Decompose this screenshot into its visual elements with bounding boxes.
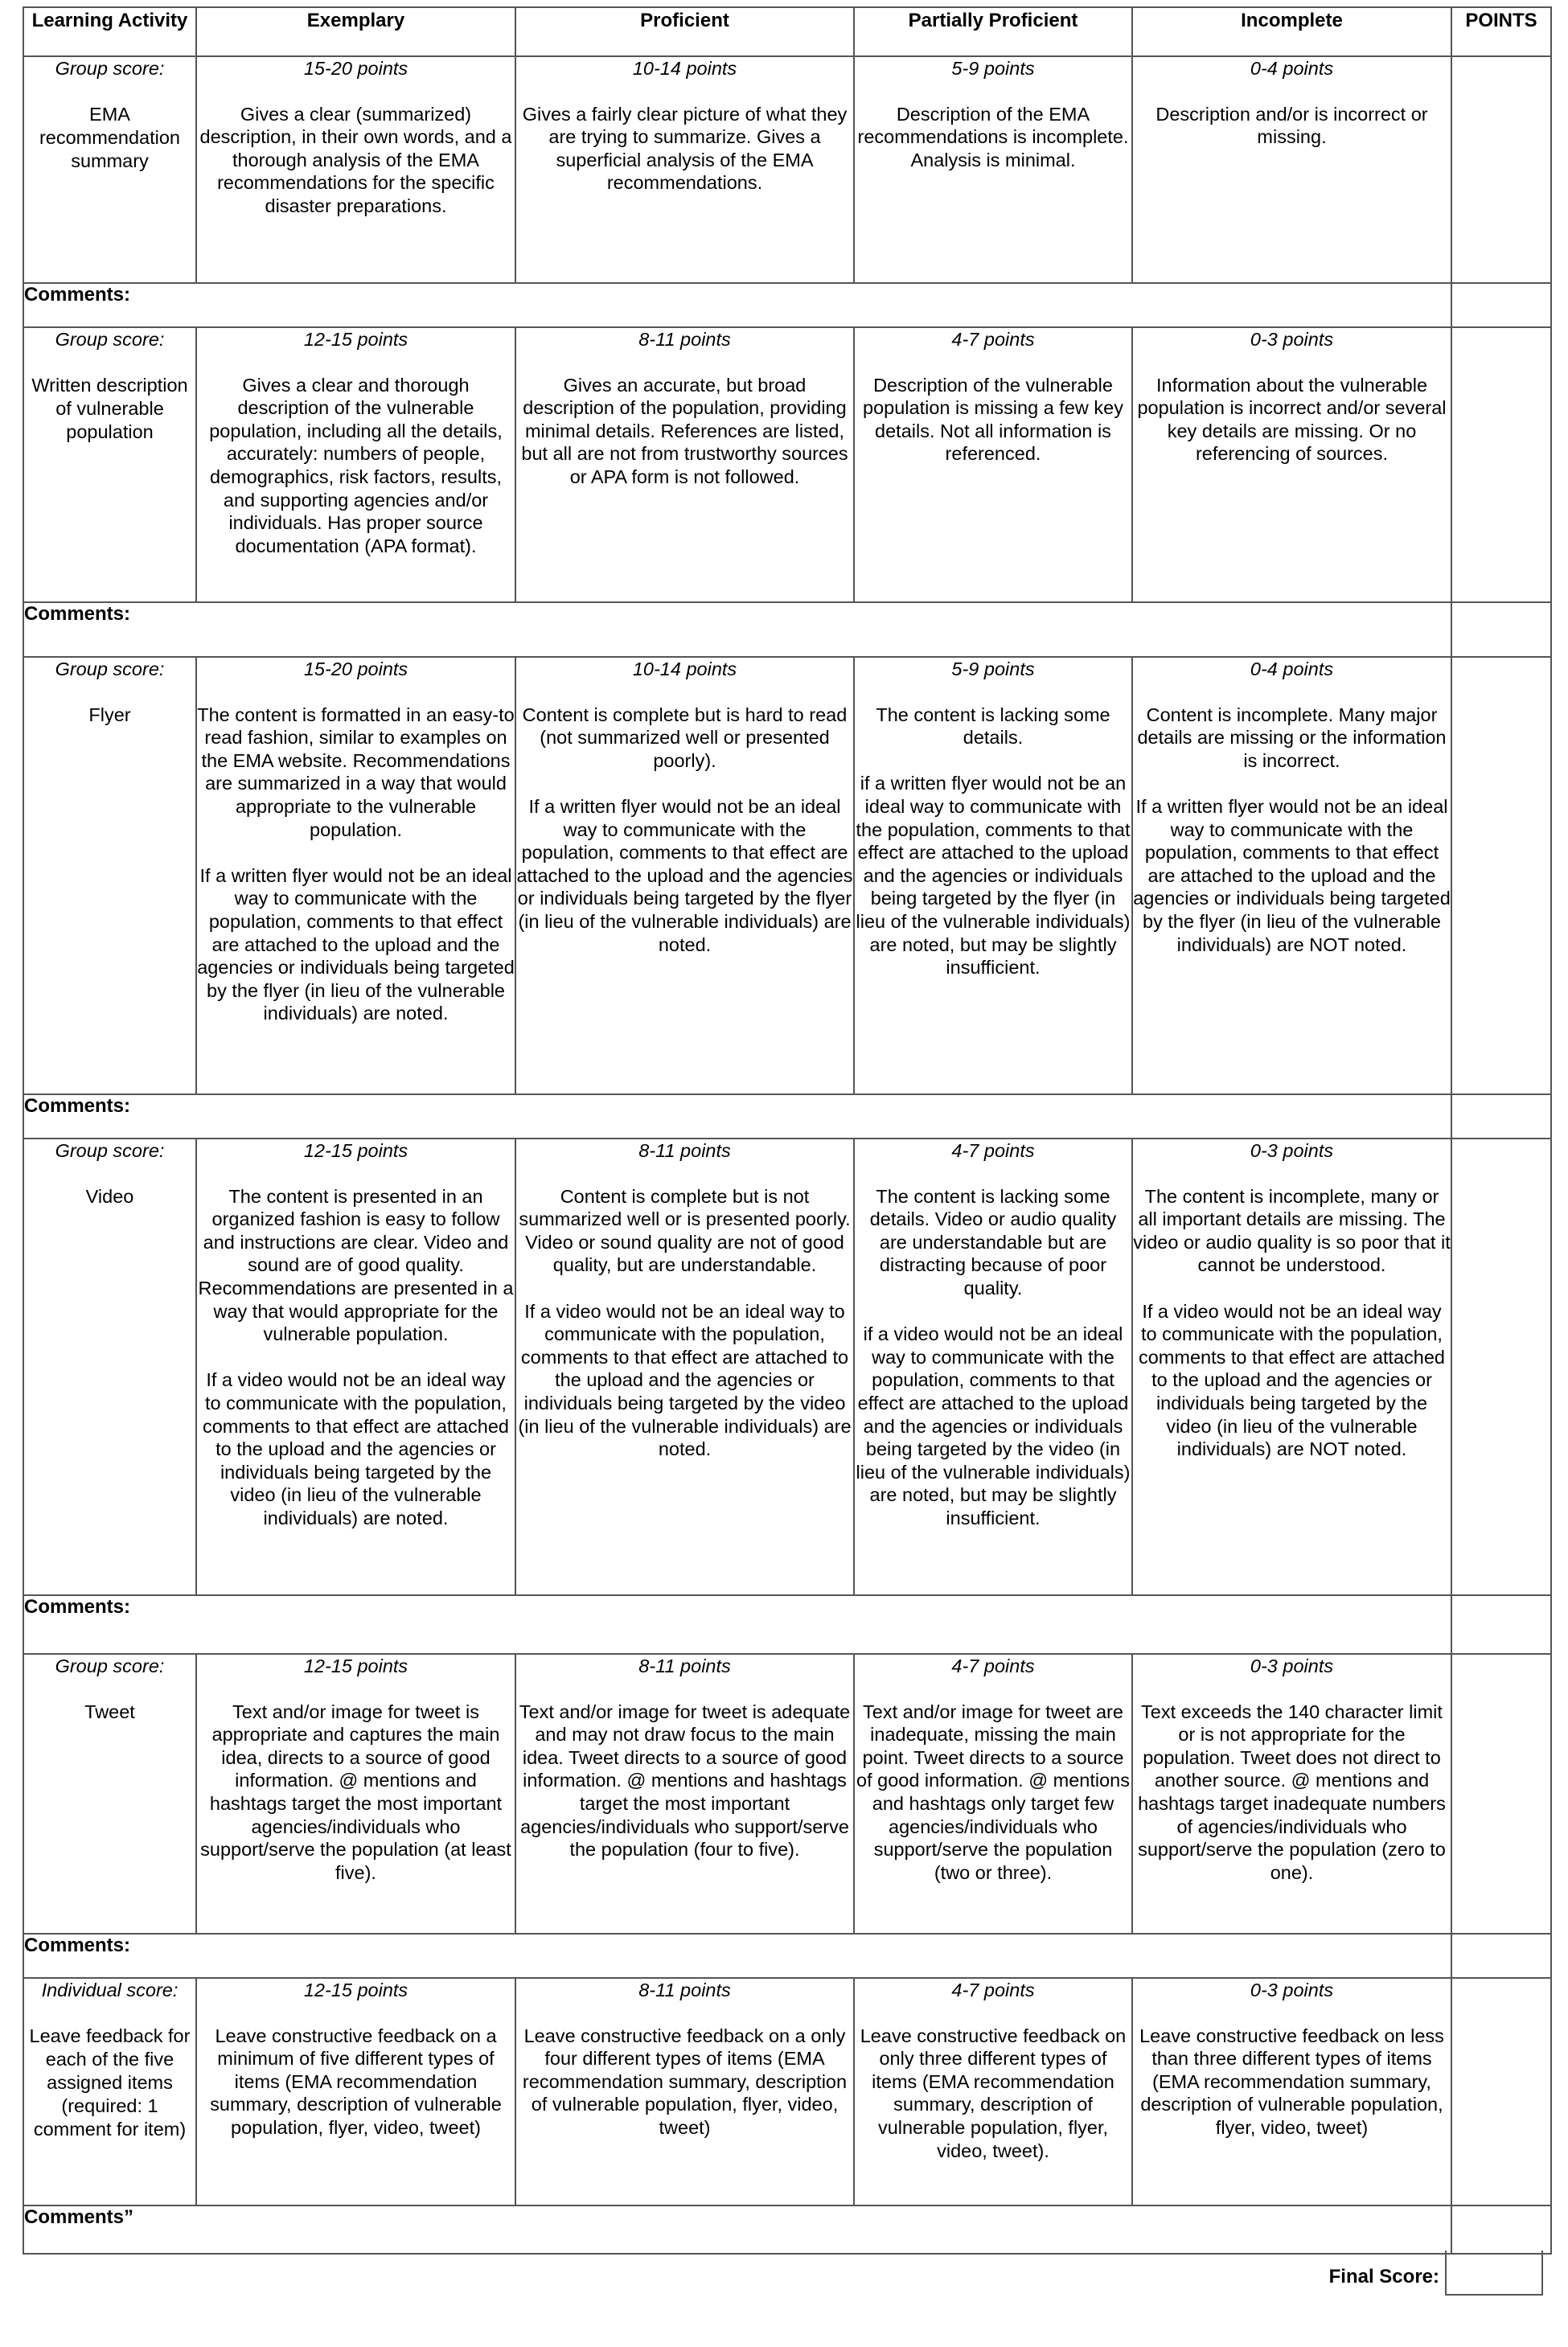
descriptor-text: Gives a clear and thorough description of the vulnerable population, including all the details, accurately: numbers of people, demographics, risk factors, results, and supporting agencies and/or individuals. Has proper source documentation (APA format).: [209, 374, 503, 556]
partially-proficient-cell: [854, 1139, 1132, 1595]
points-range: 5-9 points: [951, 659, 1035, 679]
criterion-label: Video: [85, 1186, 134, 1207]
points-range: 4-7 points: [951, 329, 1035, 350]
descriptor-text: Description and/or is incorrect or missing.: [1155, 103, 1428, 148]
descriptor-text: Leave constructive feedback on less than three different types of items (EMA recommendation summary, description of vulnerable population, flyer, video, tweet): [1139, 2025, 1444, 2138]
points-entry-cell[interactable]: [1451, 56, 1551, 283]
incomplete-cell: [1132, 1139, 1451, 1595]
score-type: Group score:: [55, 1656, 165, 1676]
exemplary-cell: [196, 327, 515, 602]
comments-label: Comments”: [23, 2205, 1451, 2254]
partially-proficient-cell: [854, 657, 1132, 1094]
criterion-cell: [23, 56, 196, 283]
final-score-box[interactable]: [1445, 2251, 1543, 2296]
incomplete-cell: [1132, 657, 1451, 1094]
points-range: 12-15 points: [303, 1980, 408, 2000]
points-range: 12-15 points: [303, 329, 408, 350]
descriptor-text: Gives an accurate, but broad description of the population, providing minimal details. References are listed, but all are not from trustworthy sources or APA form is not followed.: [521, 374, 848, 487]
points-range: 15-20 points: [303, 58, 408, 79]
comments-row: [23, 1934, 1551, 1978]
partially-proficient-cell: [854, 1654, 1132, 1934]
proficient-cell: [515, 657, 854, 1094]
points-entry-cell[interactable]: [1451, 1094, 1551, 1139]
criterion-row-written-description: [23, 327, 1551, 602]
points-entry-cell[interactable]: [1451, 327, 1551, 602]
score-type: Group score:: [55, 329, 165, 350]
points-range: 8-11 points: [638, 1140, 731, 1161]
descriptor-text: The content is formatted in an easy-to read fashion, similar to examples on the EMA website. Recommendations are summarized in a way that would appropriate to the vulnerable population. If a written flyer would not be an ideal way to communicate with the population, comments to that effect are attached to the upload and the agencies or individuals being targeted by the flyer (in lieu of the vulnerable individuals) are noted.: [197, 704, 515, 1024]
points-entry-cell[interactable]: [1451, 1978, 1551, 2205]
descriptor-text: Content is complete but is hard to read (not summarized well or presented poorly). If a written flyer would not be an ideal way to communicate with the population, comments to that effect are attached to the upload and the agencies or individuals being targeted by the flyer (in lieu of the vulnerable individuals) are noted.: [516, 704, 853, 955]
header-proficient: Proficient: [515, 7, 854, 56]
points-entry-cell[interactable]: [1451, 1934, 1551, 1978]
points-entry-cell[interactable]: [1451, 657, 1551, 1094]
comments-label: Comments:: [23, 1934, 1451, 1978]
proficient-cell: [515, 56, 854, 283]
descriptor-text: The content is presented in an organized fashion is easy to follow and instructions are clear. Video and sound are of good quality. Recommendations are presented in a way that would appropriate for the vulnerable population. If a video would not be an ideal way to communicate with the population, comments to that effect are attached to the upload and the agencies or individuals being targeted by the video (in lieu of the vulnerable individuals) are noted.: [198, 1185, 514, 1528]
descriptor-text: The content is lacking some details. Video or audio quality are understandable but are distracting because of poor quality. if a video would not be an ideal way to communicate with the population, comments to that effect are attached to the upload and the agencies or individuals being targeted by the video (in lieu of the vulnerable individuals) are noted, but may be slightly insufficient.: [856, 1185, 1131, 1528]
exemplary-cell: [196, 56, 515, 283]
descriptor-text: Information about the vulnerable population is incorrect and/or several key details are missing. Or no referencing of sources.: [1137, 374, 1447, 465]
points-entry-cell[interactable]: [1451, 1595, 1551, 1654]
points-range: 0-3 points: [1250, 1656, 1334, 1676]
header-row: [23, 7, 1551, 56]
points-range: 0-3 points: [1250, 329, 1334, 350]
points-range: 12-15 points: [303, 1140, 408, 1161]
descriptor-text: The content is lacking some details. if a written flyer would not be an ideal way to communicate with the population, comments to that effect are attached to the upload and the agencies or individuals being targeted by the flyer (in lieu of the vulnerable individuals) are noted, but may be slightly insufficient.: [856, 704, 1131, 979]
partially-proficient-cell: [854, 327, 1132, 602]
proficient-cell: [515, 1654, 854, 1934]
points-range: 4-7 points: [951, 1980, 1035, 2000]
descriptor-text: Content is incomplete. Many major details are missing or the information is incorrect. If a written flyer would not be an ideal way to communicate with the population, comments to that effect are attached to the upload and the agencies or individuals being targeted by the flyer (in lieu of the vulnerable individuals) are NOT noted.: [1133, 704, 1451, 955]
criterion-row-ema-summary: [23, 56, 1551, 283]
rubric-table: [23, 6, 1552, 2255]
criterion-cell: [23, 1978, 196, 2205]
points-range: 10-14 points: [632, 659, 737, 679]
proficient-cell: [515, 1139, 854, 1595]
descriptor-text: The content is incomplete, many or all important details are missing. The video or audio quality is so poor that it cannot be understood. If a video would not be an ideal way to communicate with the population, comments to that effect are attached to the upload and the agencies or individuals being targeted by the video (in lieu of the vulnerable individuals) are NOT noted.: [1133, 1185, 1451, 1460]
partially-proficient-cell: [854, 56, 1132, 283]
descriptor-text: Text and/or image for tweet are inadequate, missing the main point. Tweet directs to a source of good information. @ mentions and hashtags only target few agencies/individuals who support/serve the population (two or three).: [856, 1701, 1130, 1883]
points-range: 5-9 points: [951, 58, 1035, 79]
comments-row: [23, 602, 1551, 657]
criterion-label: Written description of vulnerable population: [31, 375, 188, 442]
proficient-cell: [515, 327, 854, 602]
descriptor-text: Leave constructive feedback on only three different types of items (EMA recommendation summary, description of vulnerable population, flyer, video, tweet).: [860, 2025, 1127, 2161]
criterion-label: Flyer: [88, 704, 131, 725]
descriptor-text: Description of the vulnerable population is missing a few key details. Not all information is referenced.: [863, 374, 1123, 465]
descriptor-text: Text and/or image for tweet is adequate and may not draw focus to the main idea. Tweet directs to a source of good information. @ mentions and hashtags target the most important agencies/individuals who support/serve the population (four to five).: [519, 1701, 851, 1861]
points-range: 0-4 points: [1250, 659, 1334, 679]
exemplary-cell: [196, 1139, 515, 1595]
points-entry-cell[interactable]: [1451, 2205, 1551, 2254]
criterion-label: Leave feedback for each of the five assigned items (required: 1 comment for item): [29, 2025, 191, 2140]
points-range: 0-3 points: [1250, 1980, 1334, 2000]
header-points: POINTS: [1451, 7, 1551, 56]
criterion-cell: [23, 1139, 196, 1595]
comments-row: [23, 2205, 1551, 2254]
descriptor-text: Leave constructive feedback on a minimum of five different types of items (EMA recommendation summary, description of vulnerable population, flyer, video, tweet): [210, 2025, 502, 2138]
header-exemplary: Exemplary: [196, 7, 515, 56]
incomplete-cell: [1132, 327, 1451, 602]
descriptor-text: Gives a fairly clear picture of what they are trying to summarize. Gives a superficial analysis of the EMA recommendations.: [522, 103, 848, 194]
points-range: 8-11 points: [638, 1656, 731, 1676]
comments-label: Comments:: [23, 1595, 1451, 1654]
descriptor-text: Leave constructive feedback on a only four different types of items (EMA recommendation summary, description of vulnerable population, flyer, video, tweet): [522, 2025, 848, 2138]
score-type: Group score:: [55, 58, 165, 79]
descriptor-text: Gives a clear (summarized) description, in their own words, and a thorough analysis of the EMA recommendations for the specific disaster preparations.: [199, 103, 512, 216]
incomplete-cell: [1132, 56, 1451, 283]
points-entry-cell[interactable]: [1451, 1139, 1551, 1595]
descriptor-text: Text exceeds the 140 character limit or is not appropriate for the population. Tweet does not direct to another source. @ mentions and hashtags target inadequate numbers of agencies/individuals who support/serve the population (zero to one).: [1138, 1701, 1446, 1883]
descriptor-text: Description of the EMA recommendations is incomplete. Analysis is minimal.: [857, 103, 1129, 170]
criterion-row-tweet: [23, 1654, 1551, 1934]
exemplary-cell: [196, 1978, 515, 2205]
points-range: 8-11 points: [638, 329, 731, 350]
exemplary-cell: [196, 1654, 515, 1934]
points-range: 10-14 points: [632, 58, 737, 79]
score-type: Group score:: [55, 1140, 165, 1161]
exemplary-cell: [196, 657, 515, 1094]
comments-row: [23, 1094, 1551, 1139]
criterion-cell: [23, 1654, 196, 1934]
descriptor-text: Text and/or image for tweet is appropriate and captures the main idea, directs to a source of good information. @ mentions and hashtags target the most important agencies/individuals who support/serve the population (at least five).: [200, 1701, 511, 1883]
criterion-row-feedback: [23, 1978, 1551, 2205]
header-incomplete: Incomplete: [1132, 7, 1451, 56]
partially-proficient-cell: [854, 1978, 1132, 2205]
header-partially-proficient: Partially Proficient: [854, 7, 1132, 56]
points-range: 0-4 points: [1250, 58, 1334, 79]
criterion-label: Tweet: [84, 1701, 135, 1722]
comments-label: Comments:: [23, 602, 1451, 657]
points-entry-cell[interactable]: [1451, 283, 1551, 327]
score-type: Individual score:: [41, 1980, 179, 2000]
final-score-label: Final Score:: [1328, 2266, 1439, 2288]
criterion-row-flyer: [23, 657, 1551, 1094]
header-learning-activity: Learning Activity: [23, 7, 196, 56]
points-range: 4-7 points: [951, 1656, 1035, 1676]
points-range: 8-11 points: [638, 1980, 731, 2000]
proficient-cell: [515, 1978, 854, 2205]
descriptor-text: Content is complete but is not summarized well or is presented poorly. Video or sound quality are not of good quality, but are understandable. If a video would not be an ideal way to communicate with the population, comments to that effect are attached to the upload and the agencies or individuals being targeted by the video (in lieu of the vulnerable individuals) are noted.: [518, 1185, 852, 1460]
comments-label: Comments:: [23, 1094, 1451, 1139]
criterion-cell: [23, 327, 196, 602]
comments-row: [23, 283, 1551, 327]
incomplete-cell: [1132, 1654, 1451, 1934]
criterion-label: EMA recommendation summary: [39, 104, 181, 171]
criterion-cell: [23, 657, 196, 1094]
points-entry-cell[interactable]: [1451, 1654, 1551, 1934]
criterion-row-video: [23, 1139, 1551, 1595]
points-range: 15-20 points: [303, 659, 408, 679]
points-entry-cell[interactable]: [1451, 602, 1551, 657]
points-range: 4-7 points: [951, 1140, 1035, 1161]
incomplete-cell: [1132, 1978, 1451, 2205]
score-type: Group score:: [55, 659, 165, 679]
comments-row: [23, 1595, 1551, 1654]
points-range: 12-15 points: [303, 1656, 408, 1676]
comments-label: Comments:: [23, 283, 1451, 327]
points-range: 0-3 points: [1250, 1140, 1334, 1161]
